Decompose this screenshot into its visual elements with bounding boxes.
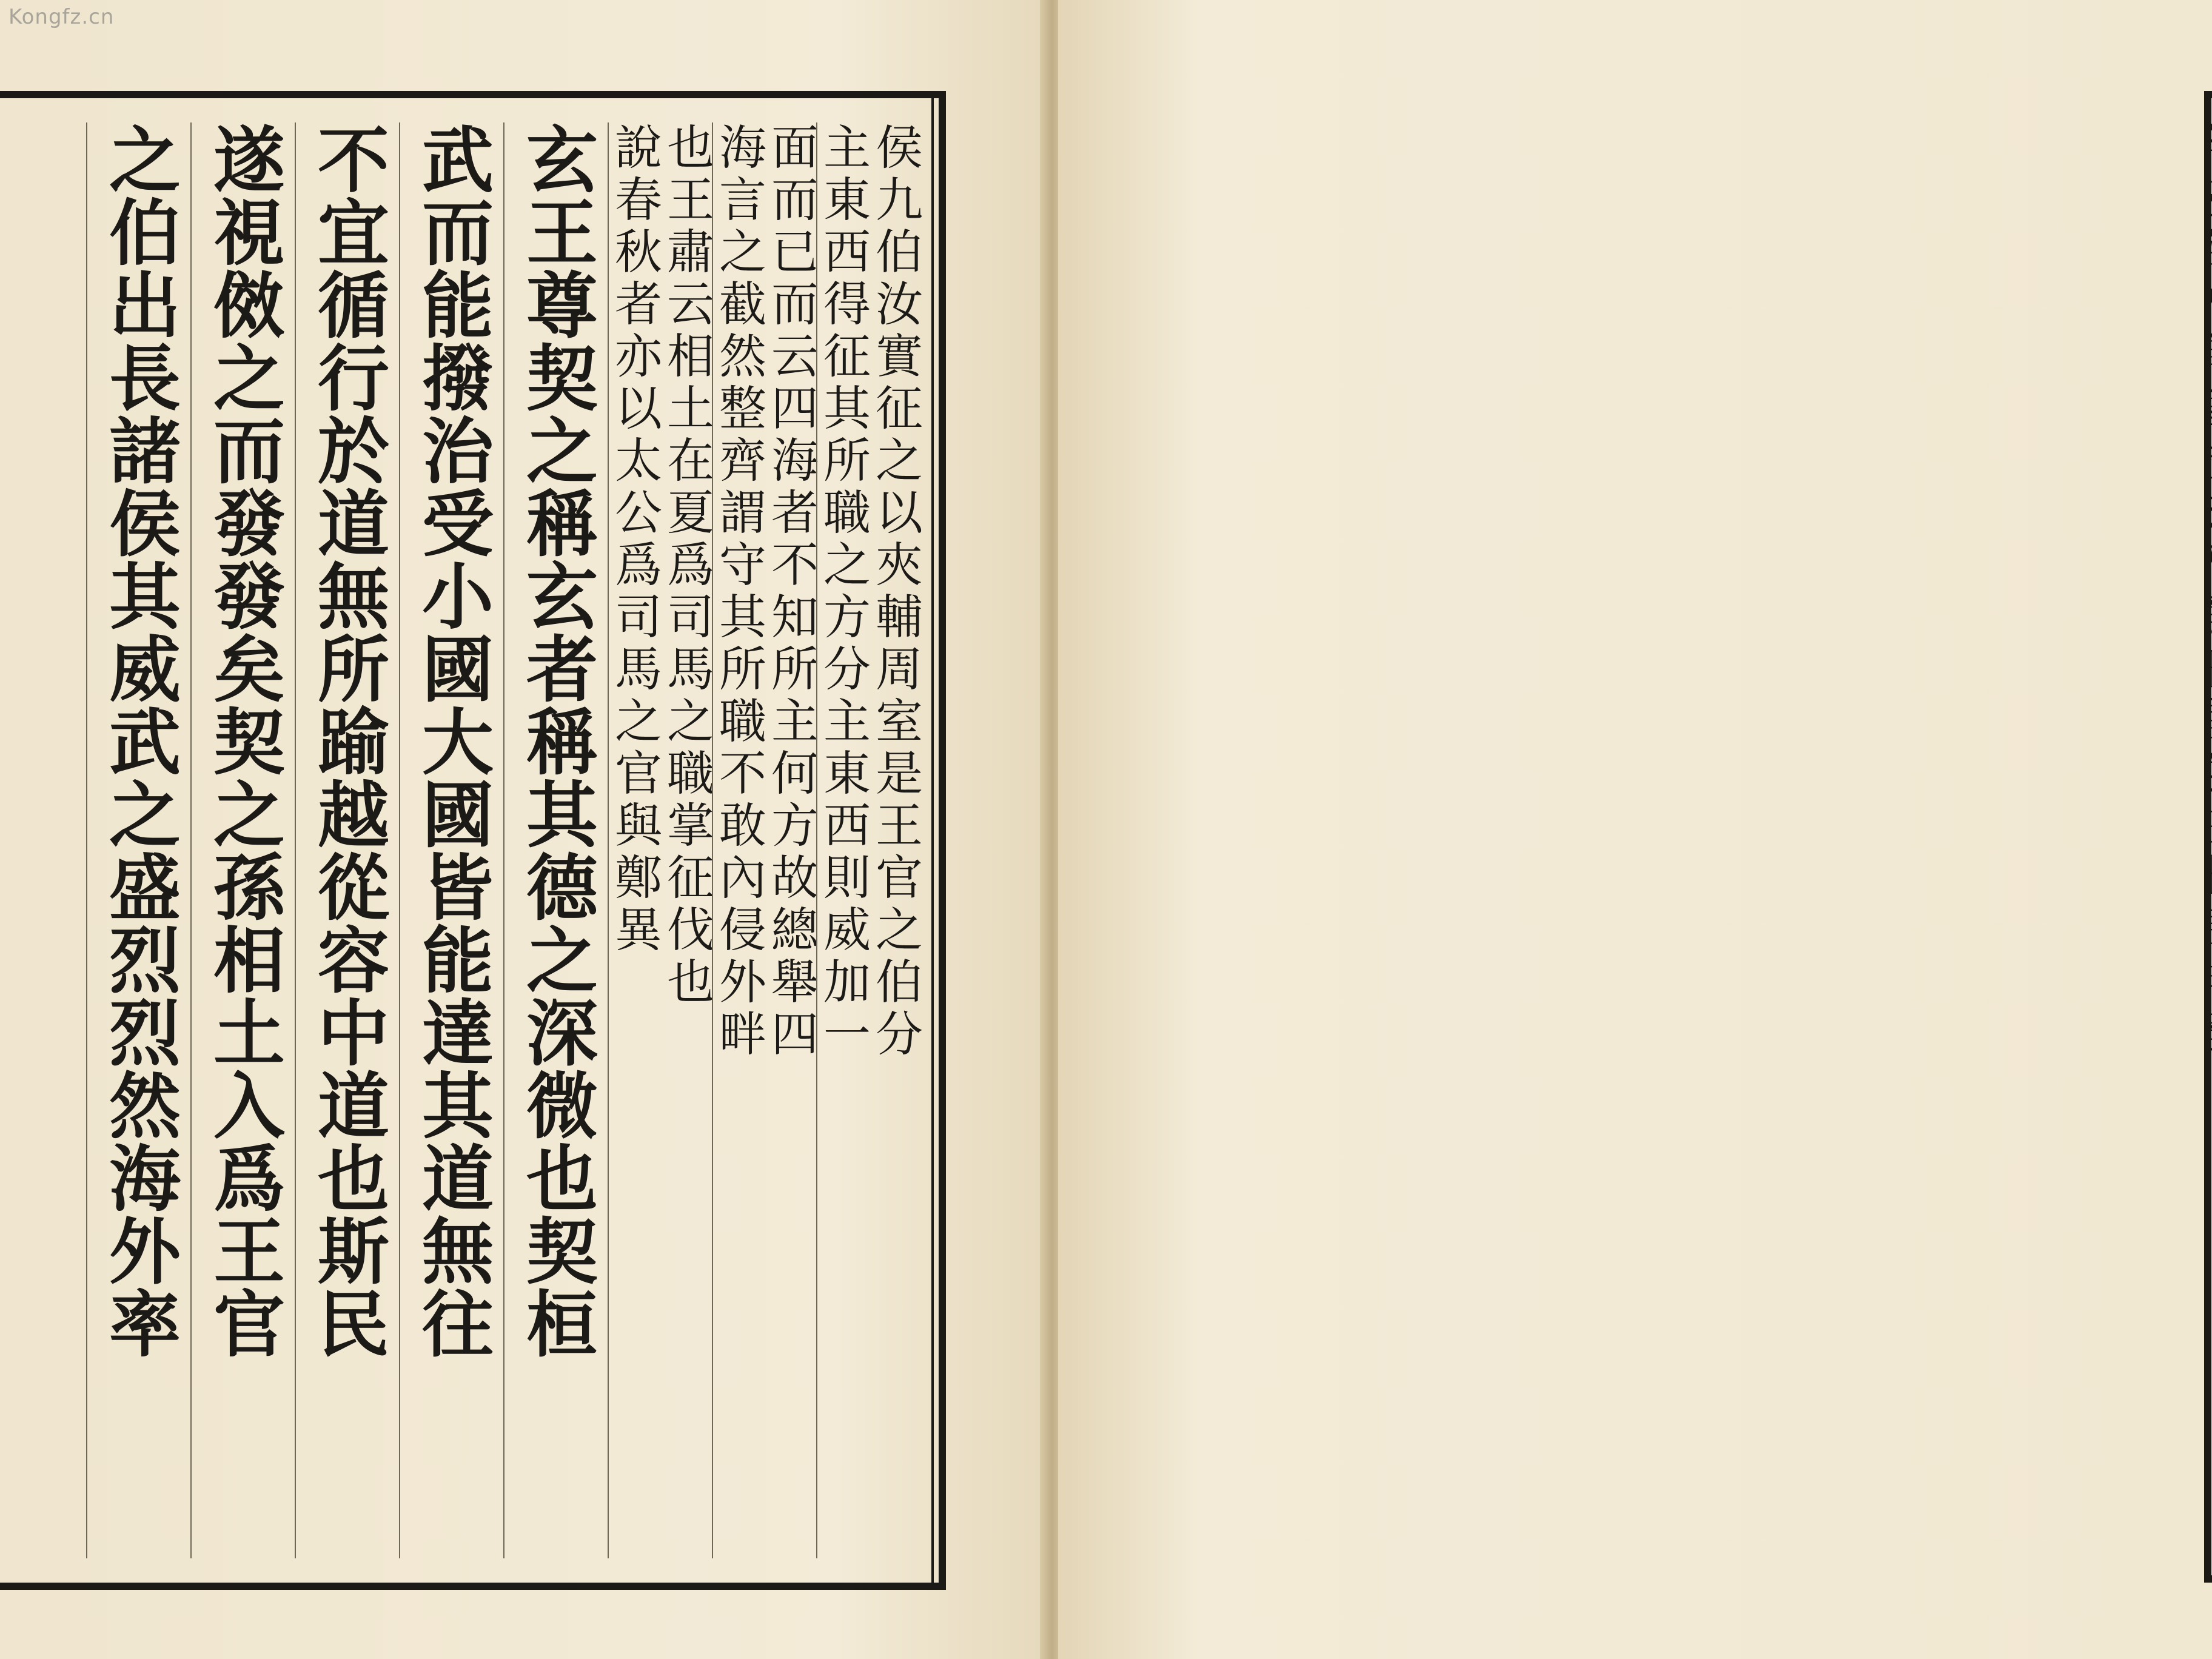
- commentary-text: 面而已而云四海者不知所主何方故總舉四: [763, 122, 818, 1061]
- text-column: [399, 122, 503, 1558]
- left-page: [0, 0, 1046, 1659]
- commentary-text: 侯九伯汝實征之以夾輔周室是王官之伯分: [868, 122, 922, 1061]
- main-text: 武而能撥治受小國大國皆能達其道無往: [410, 122, 494, 1359]
- frame-inner-rule: [931, 98, 934, 1583]
- right-page: [1058, 0, 2212, 1659]
- commentary-text: 也王肅云相土在夏爲司馬之職掌征伐也: [659, 122, 714, 1009]
- text-column: [503, 122, 608, 1558]
- commentary-text: 說春秋者亦以太公爲司馬之官與鄭異: [607, 122, 662, 957]
- left-page-frame: [0, 91, 946, 1590]
- commentary-text: 海言之截然整齊謂守其所職不敢內侵外畔: [711, 122, 766, 1061]
- text-column: [712, 122, 816, 1558]
- text-column: [816, 122, 920, 1558]
- main-text: 不宜循行於道無所踰越從容中道也斯民: [306, 122, 390, 1359]
- text-column: [190, 122, 295, 1558]
- commentary-text: 今云海外有截故知入爲王官之伯出長諸侯: [2204, 122, 2212, 1061]
- main-text: 玄王尊契之稱玄者稱其德之深微也契桓: [514, 122, 598, 1359]
- left-text-columns: [0, 122, 920, 1558]
- commentary-text: 主東西得征其所職之方分主東西則威加一: [816, 122, 870, 1061]
- text-column: [86, 122, 190, 1558]
- right-page-frame: [2204, 91, 2212, 1583]
- text-column: [2204, 122, 2212, 1551]
- text-column: [295, 122, 399, 1558]
- text-column: [608, 122, 712, 1558]
- watermark: Kongfz.cn: [8, 5, 115, 29]
- main-text: 遂視傚之而發發矣契之孫相土入爲王官: [201, 122, 286, 1359]
- main-text: 之伯出長諸侯其威武之盛烈烈然海外率: [97, 122, 181, 1359]
